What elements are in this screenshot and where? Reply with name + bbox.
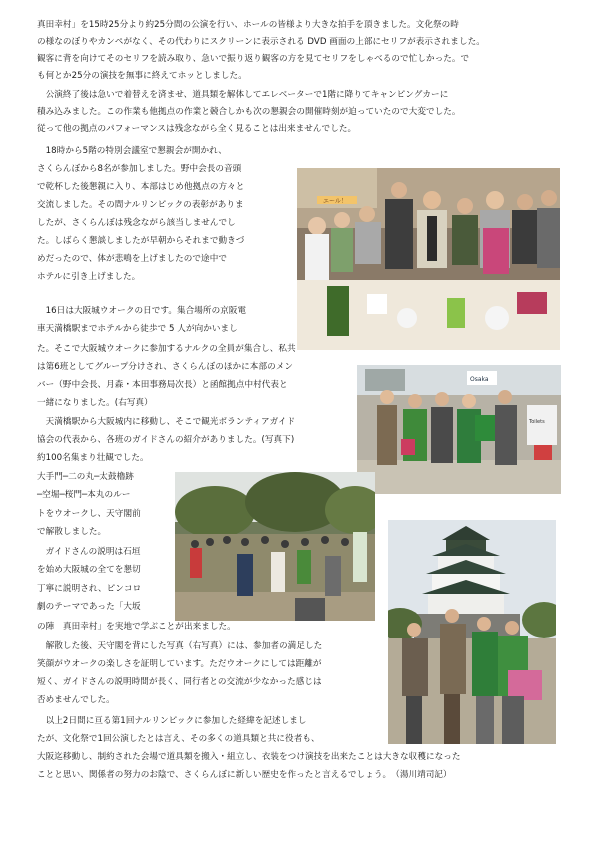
text-line: 16日は大阪城ウオークの日です。集合場所の京阪電 [37, 306, 247, 316]
text-line: の様なのぼりやカンペがなく、その代わりにスクリーンに表示される DVD 画面の上部にセリフが表示されました。 [37, 37, 485, 47]
text-line: ガイドさんの説明は石垣 [37, 547, 141, 557]
station-group-photo [357, 365, 561, 494]
text-line: 一緒になりました。(右写真） [37, 398, 153, 408]
text-line: た。そこで大阪城ウオークに参加するナルクの全員が集合し、私共 [37, 344, 296, 354]
text-line: 以上2日間に亘る第1回ナルリンピックに参加した経緯を記述しまし [37, 716, 307, 726]
text-line: 天満橋駅から大阪城内に移動し、そこで観光ボランティアガイド [37, 417, 296, 427]
text-line: の陣 真田幸村」を実地で学ぶことが出来ました。 [37, 622, 236, 632]
text-line: めだったので、体が悲鳴を上げましたので途中で [37, 254, 227, 264]
text-line: 大手門─二の丸─太鼓櫓跡 [37, 472, 134, 482]
text-line: 従って他の拠点のパフォーマンスは残念ながら全く見ることは出来ませんでした。 [37, 124, 357, 134]
text-line: 解散した後、天守閣を背にした写真（右写真）には、参加者の満足した [37, 641, 323, 651]
text-line: で乾杯した後懇親に入り、本部はじめ他拠点の方々と [37, 182, 245, 192]
text-line: 笑顔がウオークの楽しさを証明しています。ただウオークにしては距離が [37, 659, 322, 669]
text-line: 短く、ガイドさんの説明時間が長く、同行者との交流が少なかった感じは [37, 677, 322, 687]
party-banner: エール！ [323, 198, 347, 205]
text-line: を始め大阪城の全てを懇切 [37, 565, 141, 575]
text-line: たが、文化祭で1回公演したとは言え、その多くの道具類と共に役者も、 [37, 734, 320, 744]
text-line: 大阪迄移動し、制約された会場で道具類を搬入・組立し、衣装をつけ演技を出来たことは大きな収穫になった [37, 752, 461, 762]
toilets-sign: Toilets [529, 419, 545, 425]
text-line: で解散しました。 [37, 527, 107, 537]
text-line: 積み込みました。この作業も他拠点の作業と競合しかも次の懇親会の開催時刻が迫っていたので大変でした。 [37, 107, 461, 117]
text-line: 交流しました。その間ナルリンピックの表彰がありま [37, 200, 244, 210]
text-line: 車天満橋駅までホテルから徒歩で 5 人が向かいまし [37, 324, 238, 334]
text-line: ことと思い、関係者の努力のお陰で、さくらんぼに新しい歴史を作ったと言えるでしょう。 （湯川靖司記） [37, 770, 452, 780]
castle-grounds-photo [175, 472, 375, 621]
text-line: 否めませんでした。 [37, 695, 115, 705]
text-line: 協会の代表から、各班のガイドさんの紹介がありました。(写真下) [37, 435, 295, 445]
party-photo [297, 168, 560, 350]
text-line: は第6班としてグループ分けされ、さくらんぼのほかに本部のメン [37, 362, 294, 372]
text-line: ─空堀─桜門─本丸のルー [37, 490, 131, 500]
text-line: も何とか25分の演技を無事に終えてホッとしました。 [37, 71, 247, 81]
castle-group-photo [388, 520, 556, 744]
text-line: た。しばらく懇談しましたが早朝からそれまで動きづ [37, 236, 245, 246]
text-line: 18時から5階の特別会議室で懇親会が開かれ、 [37, 146, 227, 156]
text-line: 丁寧に説明され、ピンコロ [37, 584, 142, 594]
text-line: トをウオークし、天守閣前 [37, 509, 141, 519]
text-line: 観客に背を向けてそのセリフを読み取り、急いで振り返り観客の方を見てセリフをしゃべるので忙しかった。で [37, 54, 470, 64]
text-line: 劇のテーマであった「大坂 [37, 602, 141, 612]
text-line: さくらんぼから8名が参加しました。野中会長の音頭 [37, 164, 242, 174]
text-line: 約100名集まり壮観でした。 [37, 453, 149, 463]
text-line: 真田幸村」を15時25分より約25分間の公演を行い、ホールの皆様より大きな拍手を頂きました。文化祭の時 [37, 20, 459, 30]
text-line: バー（野中会長、月森・本田事務局次長）と函館拠点中村代表と [37, 380, 288, 390]
text-line: 公演終了後は急いで着替えを済ませ、道具類を解体してエレベーターで1階に降りてキャンピングカーに [37, 90, 449, 100]
text-line: ホテルに引き上げました。 [37, 272, 141, 282]
station-sign: Osaka [470, 376, 489, 383]
text-line: したが、さくらんぼは残念ながら該当しませんでし [37, 218, 236, 228]
